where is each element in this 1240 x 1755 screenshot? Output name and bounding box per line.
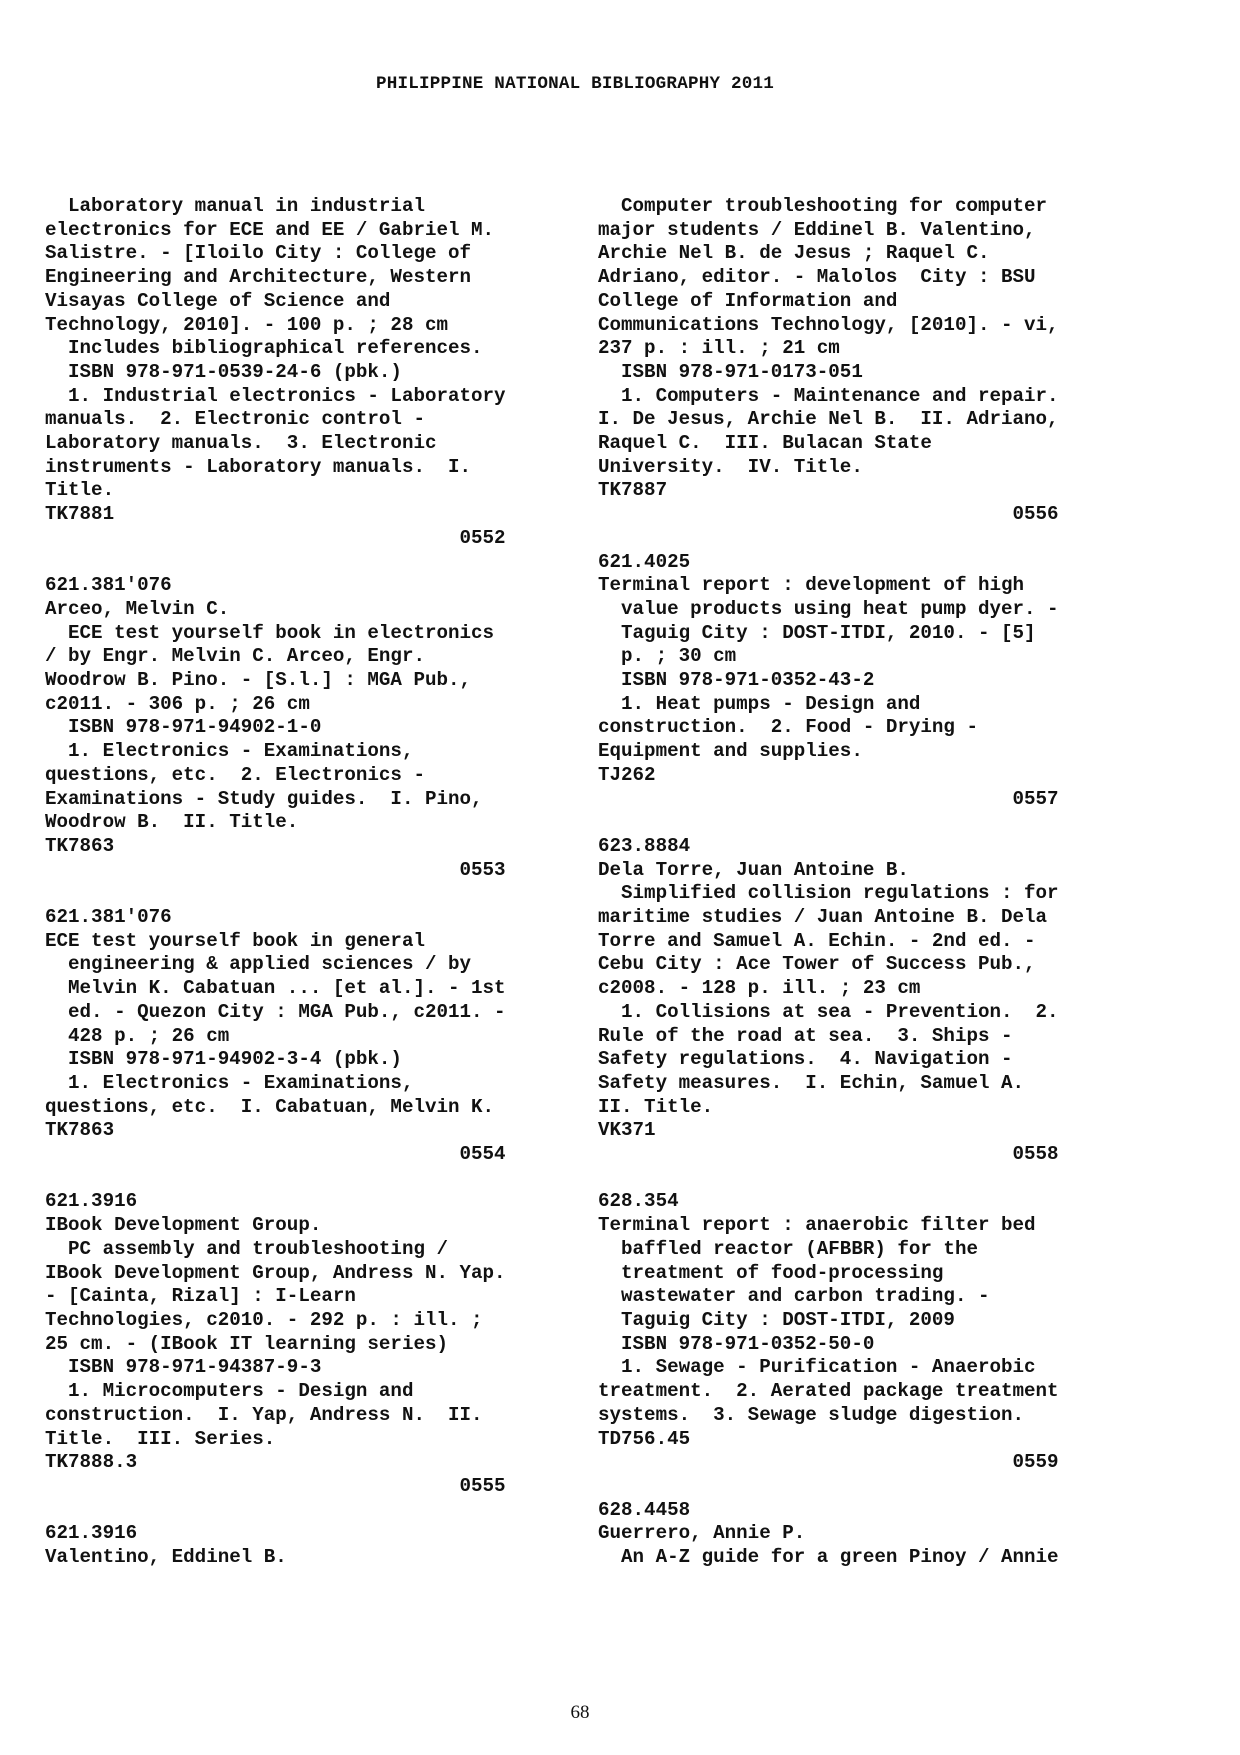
bibliography-line: 0553 xyxy=(45,858,506,881)
bibliography-line xyxy=(45,1499,565,1523)
bibliography-line xyxy=(45,882,565,906)
bibliography-line: 1. Electronics - Examinations, xyxy=(45,740,414,763)
bibliography-line: 1. Collisions at sea - Prevention. 2. xyxy=(598,1000,1059,1023)
bibliography-line: IBook Development Group, Andress N. Yap. xyxy=(45,1261,506,1284)
bibliography-line: 1. Heat pumps - Design and xyxy=(598,692,921,715)
bibliography-line: Archie Nel B. de Jesus ; Raquel C. xyxy=(598,242,990,265)
bibliography-line: p. ; 30 cm xyxy=(598,645,737,668)
bibliography-line: 0557 xyxy=(598,787,1059,810)
bibliography-line: maritime studies / Juan Antoine B. Dela xyxy=(598,906,1048,929)
bibliography-line: ISBN 978-971-94902-3-4 (pbk.) xyxy=(45,1048,402,1071)
bibliography-line: Dela Torre, Juan Antoine B. xyxy=(598,858,909,881)
bibliography-line: Valentino, Eddinel B. xyxy=(45,1546,287,1569)
bibliography-line: 0555 xyxy=(45,1474,506,1497)
left-column xyxy=(45,195,565,1570)
bibliography-line: electronics for ECE and EE / Gabriel M. xyxy=(45,218,495,241)
bibliography-line: ISBN 978-971-0352-50-0 xyxy=(598,1332,875,1355)
bibliography-line: 1. Microcomputers - Design and xyxy=(45,1380,414,1403)
bibliography-line: / by Engr. Melvin C. Arceo, Engr. xyxy=(45,645,425,668)
bibliography-line xyxy=(598,1475,1118,1499)
bibliography-line: Woodrow B. Pino. - [S.l.] : MGA Pub., xyxy=(45,669,472,692)
bibliography-line: Title. xyxy=(45,479,115,502)
bibliography-line: II. Title. xyxy=(598,1095,714,1118)
bibliography-line: ISBN 978-971-0173-051 xyxy=(598,360,863,383)
bibliography-line: Woodrow B. II. Title. xyxy=(45,811,299,834)
bibliography-line: ISBN 978-971-0352-43-2 xyxy=(598,669,875,692)
bibliography-line xyxy=(598,1167,1118,1191)
bibliography-line: Technology, 2010]. - 100 p. ; 28 cm xyxy=(45,313,449,336)
bibliography-line: An A-Z guide for a green Pinoy / Annie xyxy=(598,1546,1059,1569)
bibliography-line: Equipment and supplies. xyxy=(598,740,863,763)
bibliography-line xyxy=(45,551,565,575)
bibliography-line: c2008. - 128 p. ill. ; 23 cm xyxy=(598,977,921,1000)
bibliography-line: Simplified collision regulations : for xyxy=(598,882,1059,905)
bibliography-line xyxy=(45,1167,565,1191)
bibliography-line: Examinations - Study guides. I. Pino, xyxy=(45,787,483,810)
page-number: 68 xyxy=(570,1702,590,1723)
bibliography-line: IBook Development Group. xyxy=(45,1214,322,1237)
bibliography-line: construction. 2. Food - Drying - xyxy=(598,716,978,739)
bibliography-line: engineering & applied sciences / by xyxy=(45,953,472,976)
bibliography-line: value products using heat pump dyer. - xyxy=(598,597,1059,620)
bibliography-line: ISBN 978-971-94387-9-3 xyxy=(45,1356,322,1379)
bibliography-line: 0556 xyxy=(598,503,1059,526)
bibliography-line: TK7888.3 xyxy=(45,1451,138,1474)
bibliography-line: Laboratory manuals. 3. Electronic xyxy=(45,432,437,455)
bibliography-line: TK7887 xyxy=(598,479,668,502)
bibliography-line: Title. III. Series. xyxy=(45,1427,276,1450)
bibliography-line: Torre and Samuel A. Echin. - 2nd ed. - xyxy=(598,929,1036,952)
bibliography-line: 628.4458 xyxy=(598,1498,691,1521)
bibliography-line: ECE test yourself book in general xyxy=(45,929,425,952)
bibliography-line: 0559 xyxy=(598,1451,1059,1474)
bibliography-line: Communications Technology, [2010]. - vi, xyxy=(598,313,1059,336)
bibliography-line: ISBN 978-971-0539-24-6 (pbk.) xyxy=(45,360,402,383)
bibliography-line: 1. Computers - Maintenance and repair. xyxy=(598,384,1059,407)
bibliography-line: Terminal report : development of high xyxy=(598,574,1025,597)
bibliography-line: 621.381'076 xyxy=(45,906,172,929)
bibliography-line: VK371 xyxy=(598,1119,656,1142)
bibliography-line: Laboratory manual in industrial xyxy=(45,195,425,217)
bibliography-line: questions, etc. I. Cabatuan, Melvin K. xyxy=(45,1095,495,1118)
bibliography-line: 628.354 xyxy=(598,1190,679,1213)
bibliography-line: instruments - Laboratory manuals. I. xyxy=(45,455,472,478)
bibliography-line: 1. Sewage - Purification - Anaerobic xyxy=(598,1356,1036,1379)
bibliography-line: Engineering and Architecture, Western xyxy=(45,266,472,289)
bibliography-line: 621.381'076 xyxy=(45,574,172,597)
bibliography-line: ed. - Quezon City : MGA Pub., c2011. - xyxy=(45,1000,506,1023)
bibliography-line: University. IV. Title. xyxy=(598,455,863,478)
bibliography-line: treatment of food-processing xyxy=(598,1261,944,1284)
bibliography-line: TJ262 xyxy=(598,763,656,786)
bibliography-line: construction. I. Yap, Andress N. II. xyxy=(45,1403,483,1426)
bibliography-line: 1. Industrial electronics - Laboratory xyxy=(45,384,506,407)
bibliography-line: 237 p. : ill. ; 21 cm xyxy=(598,337,840,360)
bibliography-line: 623.8884 xyxy=(598,834,691,857)
bibliography-line: Adriano, editor. - Malolos City : BSU xyxy=(598,266,1036,289)
bibliography-line: Terminal report : anaerobic filter bed xyxy=(598,1214,1036,1237)
bibliography-line: 1. Electronics - Examinations, xyxy=(45,1071,414,1094)
bibliography-line: TK7863 xyxy=(45,1119,115,1142)
bibliography-line: I. De Jesus, Archie Nel B. II. Adriano, xyxy=(598,408,1059,431)
bibliography-line: 621.3916 xyxy=(45,1522,138,1545)
bibliography-line: - [Cainta, Rizal] : I-Learn xyxy=(45,1285,356,1308)
page-title: PHILIPPINE NATIONAL BIBLIOGRAPHY 2011 xyxy=(375,74,775,94)
bibliography-line: questions, etc. 2. Electronics - xyxy=(45,763,425,786)
bibliography-line: systems. 3. Sewage sludge digestion. xyxy=(598,1403,1025,1426)
bibliography-line: Salistre. - [Iloilo City : College of xyxy=(45,242,472,265)
bibliography-line: Arceo, Melvin C. xyxy=(45,597,230,620)
bibliography-line xyxy=(598,527,1118,551)
bibliography-line: Taguig City : DOST-ITDI, 2010. - [5] xyxy=(598,621,1036,644)
bibliography-line: 0552 xyxy=(45,526,506,549)
bibliography-line: 428 p. ; 26 cm xyxy=(45,1024,230,1047)
bibliography-line: TK7881 xyxy=(45,503,115,526)
bibliography-line: Includes bibliographical references. xyxy=(45,337,483,360)
bibliography-line: manuals. 2. Electronic control - xyxy=(45,408,425,431)
bibliography-line: Cebu City : Ace Tower of Success Pub., xyxy=(598,953,1036,976)
bibliography-line: College of Information and xyxy=(598,289,898,312)
bibliography-line: Melvin K. Cabatuan ... [et al.]. - 1st xyxy=(45,977,506,1000)
bibliography-line xyxy=(598,811,1118,835)
bibliography-line: ISBN 978-971-94902-1-0 xyxy=(45,716,322,739)
bibliography-line: c2011. - 306 p. ; 26 cm xyxy=(45,692,310,715)
bibliography-line: baffled reactor (AFBBR) for the xyxy=(598,1237,978,1260)
bibliography-line: 621.3916 xyxy=(45,1190,138,1213)
bibliography-line: TD756.45 xyxy=(598,1427,691,1450)
bibliography-line: Guerrero, Annie P. xyxy=(598,1522,806,1545)
bibliography-line: Visayas College of Science and xyxy=(45,289,391,312)
bibliography-line: PC assembly and troubleshooting / xyxy=(45,1237,449,1260)
bibliography-line: Computer troubleshooting for computer xyxy=(598,195,1048,217)
bibliography-line: ECE test yourself book in electronics xyxy=(45,621,495,644)
bibliography-line: 0554 xyxy=(45,1143,506,1166)
bibliography-line: major students / Eddinel B. Valentino, xyxy=(598,218,1036,241)
bibliography-line: treatment. 2. Aerated package treatment xyxy=(598,1380,1059,1403)
bibliography-line: Technologies, c2010. - 292 p. : ill. ; xyxy=(45,1309,483,1331)
bibliography-line: Safety measures. I. Echin, Samuel A. xyxy=(598,1071,1025,1094)
right-column xyxy=(598,195,1118,1570)
bibliography-line: Rule of the road at sea. 3. Ships - xyxy=(598,1024,1013,1047)
bibliography-line: 0558 xyxy=(598,1143,1059,1166)
bibliography-line: Raquel C. III. Bulacan State xyxy=(598,432,932,455)
bibliography-line: 25 cm. - (IBook IT learning series) xyxy=(45,1332,449,1355)
bibliography-line: wastewater and carbon trading. - xyxy=(598,1285,990,1308)
bibliography-line: 621.4025 xyxy=(598,550,691,573)
bibliography-line: TK7863 xyxy=(45,834,115,857)
bibliography-line: Safety regulations. 4. Navigation - xyxy=(598,1048,1013,1071)
bibliography-line: Taguig City : DOST-ITDI, 2009 xyxy=(598,1309,955,1331)
